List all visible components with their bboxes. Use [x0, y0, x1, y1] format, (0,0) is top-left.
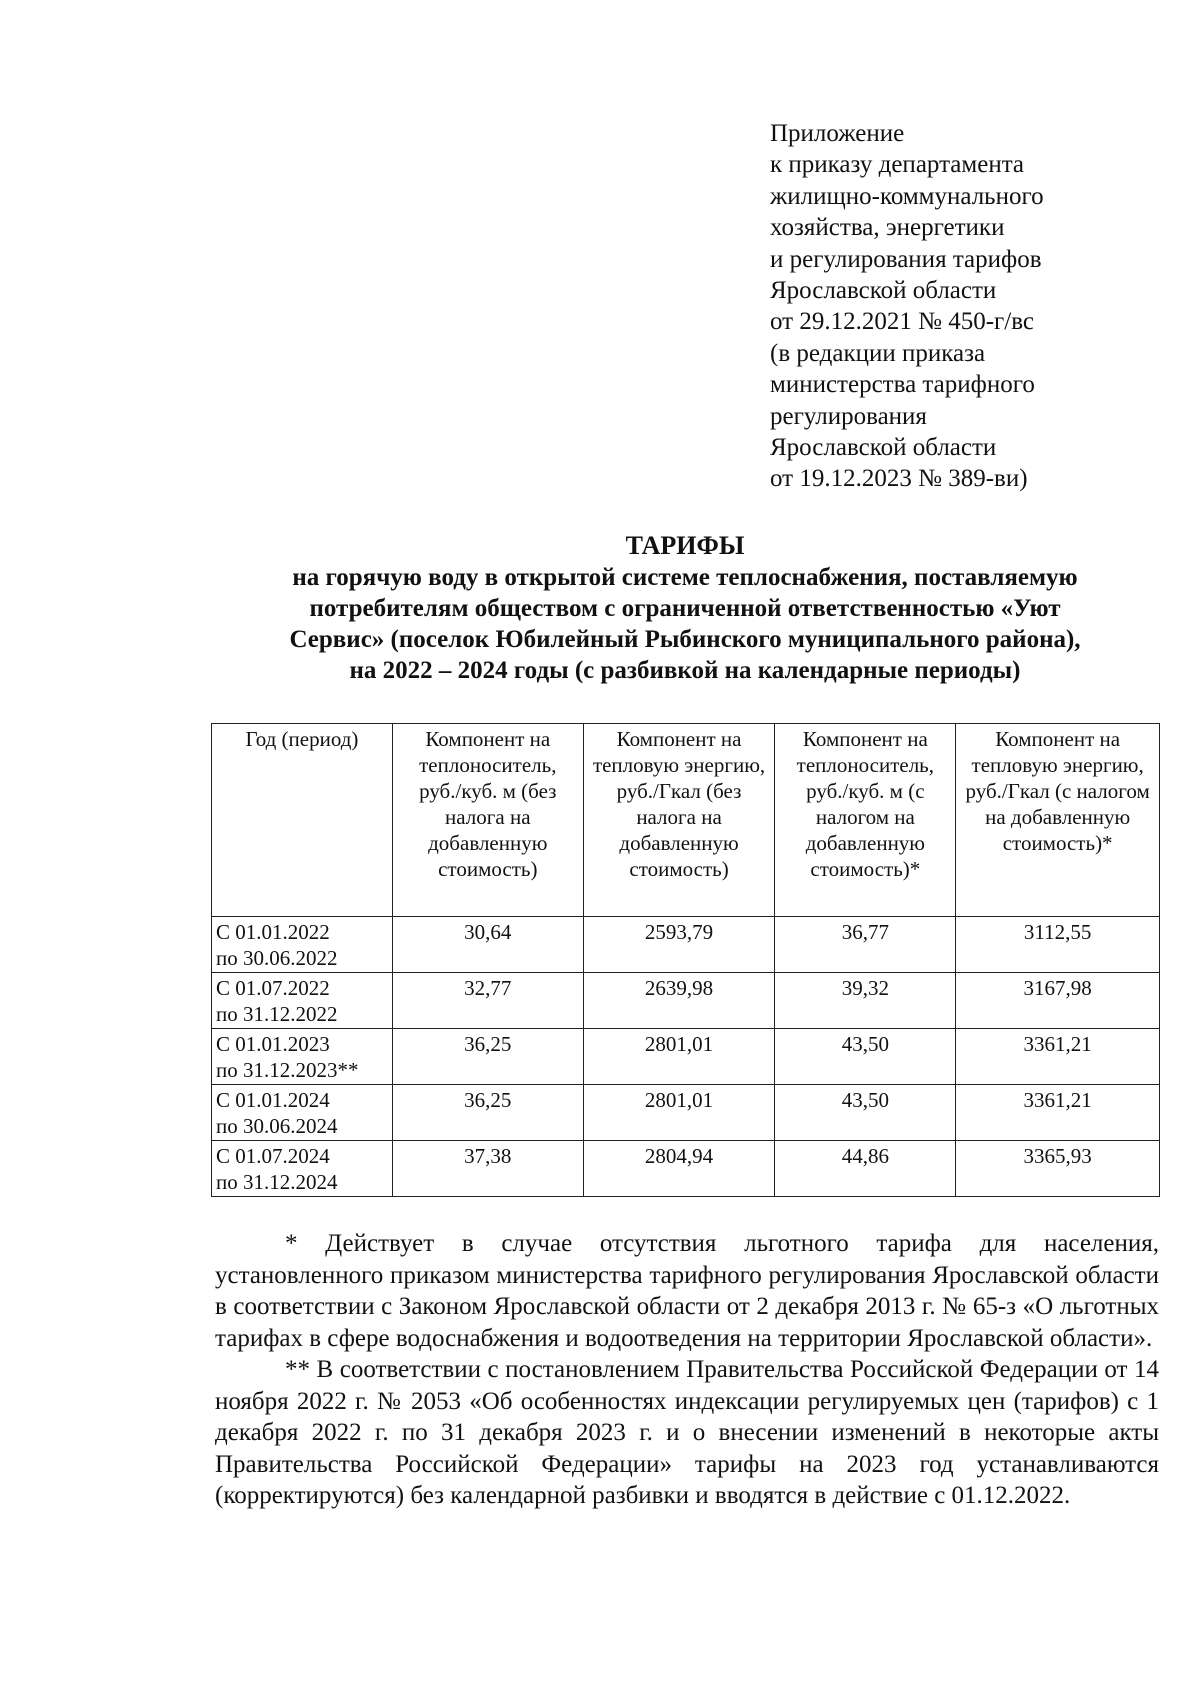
title-line: Сервис» (поселок Юбилейный Рыбинского муниципального района), [289, 626, 1081, 653]
table-row [212, 1141, 1160, 1197]
appendix-line: хозяйства, энергетики [770, 214, 1005, 242]
period-to: по 31.12.2024 [216, 1170, 338, 1194]
footnote-double-asterisk: ** В соответствии с постановлением Правительства Российской Федерации от 14 ноября 2022 г. № 2053 «Об особенностях индексации регулируемых цен (тарифов) с 1 декабря 2022 г. по 31 декабря 2023 г. и о внесении изменений в некоторые акты Правительства Российской Федерации» тарифы на 2023 год устанавливаются (корректируются) без календарной разбивки и вводятся в действие с 01.12.2022. [215, 1356, 1159, 1509]
period-from: С 01.07.2022 [216, 976, 330, 1000]
period-to: по 31.12.2023** [216, 1058, 359, 1082]
appendix-line: от 19.12.2023 № 389-ви) [770, 465, 1028, 493]
appendix-line: Приложение [770, 120, 905, 147]
value-cell: 2801,01 [583, 1029, 775, 1085]
period-to: по 31.12.2022 [216, 1002, 338, 1026]
appendix-line: Ярославской области [770, 277, 997, 305]
period-to: по 30.06.2024 [216, 1114, 338, 1138]
period-from: С 01.01.2022 [216, 920, 330, 944]
appendix-block [770, 118, 1170, 495]
appendix-line: к приказу департамента [770, 151, 1025, 179]
value-cell: 37,38 [392, 1141, 583, 1197]
value-cell: 2593,79 [583, 917, 775, 973]
table-row [212, 1029, 1160, 1085]
document-title [190, 530, 1180, 686]
value-cell: 36,25 [392, 1029, 583, 1085]
period-cell [212, 973, 393, 1029]
period-cell [212, 1141, 393, 1197]
header-heat-no-vat: Компонент на тепловую энергию, руб./Гкал (без налога на добавленную стоимость) [583, 724, 775, 917]
value-cell: 2801,01 [583, 1085, 775, 1141]
value-cell: 3365,93 [956, 1141, 1160, 1197]
appendix-line: и регулирования тарифов [770, 245, 1042, 273]
period-cell [212, 917, 393, 973]
period-to: по 30.06.2022 [216, 946, 338, 970]
header-heat-vat: Компонент на тепловую энергию, руб./Гкал (с налогом на добавленную стоимость)* [956, 724, 1160, 917]
value-cell: 2804,94 [583, 1141, 775, 1197]
title-line: потребителям обществом с ограниченной ответственностью «Уют [309, 595, 1061, 622]
footnotes [215, 1228, 1159, 1512]
value-cell: 3167,98 [956, 973, 1160, 1029]
value-cell: 32,77 [392, 973, 583, 1029]
period-cell [212, 1085, 393, 1141]
period-from: С 01.01.2023 [216, 1032, 330, 1056]
value-cell: 36,77 [775, 917, 956, 973]
appendix-line: (в редакции приказа [770, 339, 986, 367]
title-heading: ТАРИФЫ [625, 531, 745, 560]
value-cell: 43,50 [775, 1029, 956, 1085]
value-cell: 3112,55 [956, 917, 1160, 973]
period-from: С 01.01.2024 [216, 1088, 330, 1112]
table-row [212, 973, 1160, 1029]
appendix-line: от 29.12.2021 № 450-г/вс [770, 308, 1034, 336]
value-cell: 36,25 [392, 1085, 583, 1141]
value-cell: 39,32 [775, 973, 956, 1029]
value-cell: 43,50 [775, 1085, 956, 1141]
appendix-line: регулирования [770, 402, 927, 430]
title-line: на горячую воду в открытой системе теплоснабжения, поставляемую [292, 564, 1078, 591]
footnote-single-asterisk: * Действует в случае отсутствия льготного тарифа для населения, установленного приказом министерства тарифного регулирования Ярославской области в соответствии с Законом Ярославской области от 2 декабря 2013 г. № 65-з «О льготных тарифах в сфере водоснабжения и водоотведения на территории Ярославской области». [215, 1230, 1159, 1352]
appendix-line: министерства тарифного [770, 371, 1035, 399]
header-coolant-vat: Компонент на теплоноситель, руб./куб. м (с налогом на добавленную стоимость)* [775, 724, 956, 917]
value-cell: 44,86 [775, 1141, 956, 1197]
table-header-row [212, 724, 1160, 917]
appendix-line: Ярославской области [770, 434, 997, 462]
value-cell: 30,64 [392, 917, 583, 973]
value-cell: 3361,21 [956, 1085, 1160, 1141]
header-period: Год (период) [212, 724, 393, 917]
tariff-table [211, 723, 1160, 1197]
appendix-line: жилищно-коммунального [770, 182, 1044, 210]
title-line: на 2022 – 2024 годы (с разбивкой на календарные периоды) [349, 657, 1021, 684]
period-from: С 01.07.2024 [216, 1144, 330, 1168]
value-cell: 3361,21 [956, 1029, 1160, 1085]
table-row [212, 917, 1160, 973]
value-cell: 2639,98 [583, 973, 775, 1029]
header-coolant-no-vat: Компонент на теплоноситель, руб./куб. м (без налога на добавленную стоимость) [392, 724, 583, 917]
period-cell [212, 1029, 393, 1085]
table-row [212, 1085, 1160, 1141]
